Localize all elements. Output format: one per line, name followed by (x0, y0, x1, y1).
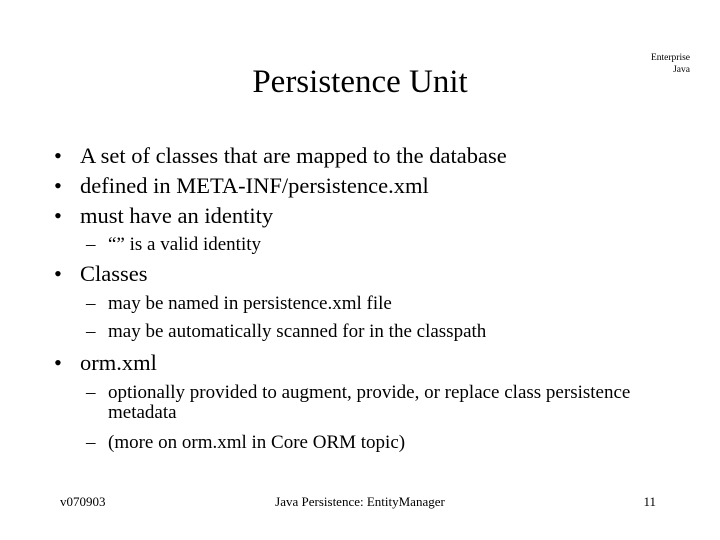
sub-text: (more on orm.xml in Core ORM topic) (108, 432, 406, 453)
bullet-text: Classes (80, 261, 148, 286)
sub-item (86, 234, 261, 256)
sub-item (86, 383, 686, 423)
course-label-line1: Enterprise (650, 53, 690, 63)
bullet-item (54, 142, 507, 170)
bullet-text: A set of classes that are mapped to the database (80, 143, 507, 168)
sub-marker: – (86, 234, 96, 255)
sub-item (86, 321, 486, 343)
sub-marker: – (86, 321, 96, 342)
bullet-text: defined in META-INF/persistence.xml (80, 173, 429, 198)
bullet-text: must have an identity (80, 203, 274, 228)
sub-text: may be automatically scanned for in the classpath (108, 321, 487, 342)
course-label (651, 52, 690, 76)
sub-item (86, 432, 405, 454)
slide-title: Persistence Unit (252, 64, 468, 100)
sub-text: optionally provided to augment, provide, or replace class persistence metadata (108, 382, 631, 423)
bullet-text: orm.xml (80, 350, 157, 375)
bullet-marker: • (54, 203, 62, 228)
sub-text: “” is a valid identity (108, 234, 262, 255)
sub-item (86, 293, 392, 315)
bullet-item (54, 349, 157, 377)
sub-marker: – (86, 382, 96, 403)
bullet-item (54, 260, 148, 288)
sub-marker: – (86, 293, 96, 314)
bullet-marker: • (54, 350, 62, 375)
page-number: 11 (643, 494, 656, 509)
bullet-marker: • (54, 261, 62, 286)
sub-marker: – (86, 432, 96, 453)
footer-title: Java Persistence: EntityManager (275, 494, 445, 509)
bullet-item (54, 172, 429, 200)
bullet-marker: • (54, 143, 62, 168)
sub-text: may be named in persistence.xml file (108, 293, 392, 314)
bullet-marker: • (54, 173, 62, 198)
footer-version: v070903 (60, 494, 106, 509)
course-label-line2: Java (673, 65, 690, 75)
bullet-item (54, 202, 273, 230)
